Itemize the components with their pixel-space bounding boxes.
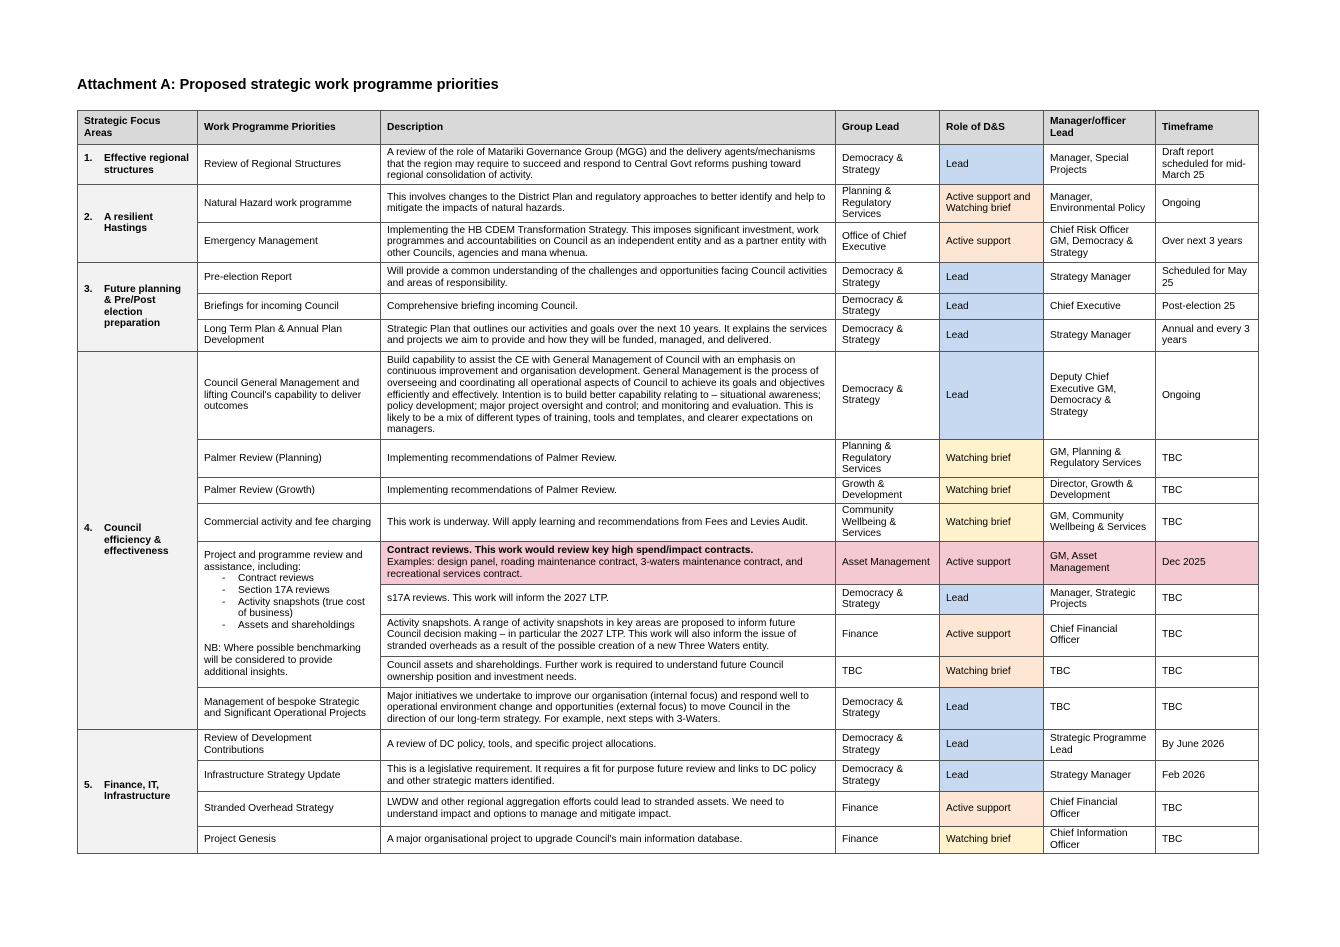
manager-cell: Chief Financial Officer: [1044, 614, 1156, 656]
priority-cell: Review of Regional Structures: [198, 145, 381, 185]
priority-cell: Natural Hazard work programme: [198, 185, 381, 223]
timeframe-cell: Annual and every 3 years: [1156, 319, 1259, 351]
role-cell: Lead: [940, 145, 1044, 185]
table-row: [78, 439, 1259, 477]
priority-cell: Long Term Plan & Annual Plan Development: [198, 319, 381, 351]
description-cell: This is a legislative requirement. It requires a fit for purpose future review and links to DC policy and other strategic matters identified.: [381, 760, 836, 791]
timeframe-cell: TBC: [1156, 503, 1259, 541]
focus-area: 4. Council efficiency & effectiveness: [78, 351, 198, 729]
timeframe-cell: TBC: [1156, 826, 1259, 853]
timeframe-cell: TBC: [1156, 584, 1259, 614]
description-cell: Major initiatives we undertake to improve our organisation (internal focus) and respond well to operational environment change and opportunities (external focus) to move Council in the direction of our long-term strategy. For example, next steps with 3-Waters.: [381, 687, 836, 729]
table-row: [78, 503, 1259, 541]
role-cell: Watching brief: [940, 826, 1044, 853]
manager-cell: TBC: [1044, 656, 1156, 687]
group-lead-cell: Planning & Regulatory Services: [836, 439, 940, 477]
table-row: [78, 185, 1259, 223]
description-cell: Activity snapshots. A range of activity snapshots in key areas are proposed to inform future Council decision making – in particular the 2027 LTP. This work will also inform the issue of stranded overheads as a result of the possible creation of a new Three Waters entity.: [381, 614, 836, 656]
table-row: [78, 319, 1259, 351]
description-cell: This involves changes to the District Plan and regulatory approaches to better identify and help to mitigate the impacts of natural hazards.: [381, 185, 836, 223]
table-row: [78, 477, 1259, 503]
role-cell: Active support and Watching brief: [940, 185, 1044, 223]
timeframe-cell: Draft report scheduled for mid-March 25: [1156, 145, 1259, 185]
group-lead-cell: Democracy & Strategy: [836, 760, 940, 791]
role-cell: Active support: [940, 541, 1044, 584]
priority-cell: Stranded Overhead Strategy: [198, 791, 381, 826]
manager-cell: Deputy Chief Executive GM, Democracy & Strategy: [1044, 351, 1156, 439]
header-priority: Work Programme Priorities: [198, 111, 381, 145]
project-review-list: [204, 573, 374, 631]
role-cell: Lead: [940, 584, 1044, 614]
description-cell: Implementing the HB CDEM Transformation Strategy. This imposes significant investment, work programmes and accountabilities on Council as an independent entity and as a partner entity with other Councils, agencies and mana whenua.: [381, 222, 836, 262]
description-cell: Comprehensive briefing incoming Council.: [381, 293, 836, 319]
header-manager: Manager/officer Lead: [1044, 111, 1156, 145]
group-lead-cell: Democracy & Strategy: [836, 262, 940, 293]
group-lead-cell: Democracy & Strategy: [836, 584, 940, 614]
table-row: [78, 262, 1259, 293]
description-cell: This work is underway. Will apply learning and recommendations from Fees and Levies Audit.: [381, 503, 836, 541]
timeframe-cell: Ongoing: [1156, 185, 1259, 223]
table-row: [78, 760, 1259, 791]
manager-cell: Chief Information Officer: [1044, 826, 1156, 853]
description-cell: A review of the role of Matariki Governance Group (MGG) and the delivery agents/mechanisms that the region may require to succeed and respond to Central Govt reforms pushing toward regional consolidation of activity.: [381, 145, 836, 185]
role-cell: Active support: [940, 791, 1044, 826]
manager-cell: Chief Risk Officer GM, Democracy & Strategy: [1044, 222, 1156, 262]
focus-area: 2. A resilient Hastings: [78, 185, 198, 263]
role-cell: Lead: [940, 262, 1044, 293]
focus-area: 3. Future planning & Pre/Post election preparation: [78, 262, 198, 351]
description-cell: LWDW and other regional aggregation efforts could lead to stranded assets. We need to understand impact and options to manage and mitigate impact.: [381, 791, 836, 826]
role-cell: Watching brief: [940, 439, 1044, 477]
role-cell: Watching brief: [940, 656, 1044, 687]
group-lead-cell: Democracy & Strategy: [836, 293, 940, 319]
priority-cell: Emergency Management: [198, 222, 381, 262]
header-role: Role of D&S: [940, 111, 1044, 145]
priority-cell: Council General Management and lifting Council's capability to deliver outcomes: [198, 351, 381, 439]
priority-cell: [198, 541, 381, 687]
timeframe-cell: Post-election 25: [1156, 293, 1259, 319]
list-item: - Section 17A reviews: [238, 585, 374, 597]
list-item: - Assets and shareholdings: [238, 620, 374, 632]
priority-cell: Commercial activity and fee charging: [198, 503, 381, 541]
description-cell: Build capability to assist the CE with General Management of Council with an emphasis on continuous improvement and organisation development. General Management is the process of overseeing and coordinating all operational aspects of Council to achieve its goals and objectives efficiently and effectively. Intention is to build better capability relating to – situational awareness; policy development; major project oversight and control; and monitoring and evaluation. This is likely to be a mix of different types of training, tools and templates, and clearer expectations on managers.: [381, 351, 836, 439]
group-lead-cell: Finance: [836, 791, 940, 826]
description-cell: Implementing recommendations of Palmer Review.: [381, 439, 836, 477]
focus-area: 5. Finance, IT, Infrastructure: [78, 729, 198, 853]
priority-cell: Management of bespoke Strategic and Significant Operational Projects: [198, 687, 381, 729]
group-lead-cell: Asset Management: [836, 541, 940, 584]
timeframe-cell: Ongoing: [1156, 351, 1259, 439]
role-cell: Lead: [940, 729, 1044, 760]
role-cell: Watching brief: [940, 477, 1044, 503]
timeframe-cell: TBC: [1156, 656, 1259, 687]
table-row: [78, 826, 1259, 853]
group-lead-cell: Office of Chief Executive: [836, 222, 940, 262]
priority-cell: Project Genesis: [198, 826, 381, 853]
manager-cell: TBC: [1044, 687, 1156, 729]
list-item: - Activity snapshots (true cost of business): [238, 597, 374, 620]
table-row: [78, 293, 1259, 319]
manager-cell: GM, Asset Management: [1044, 541, 1156, 584]
timeframe-cell: TBC: [1156, 614, 1259, 656]
description-cell: Will provide a common understanding of the challenges and opportunities facing Council activities and areas of responsibility.: [381, 262, 836, 293]
role-cell: Active support: [940, 222, 1044, 262]
role-cell: Watching brief: [940, 503, 1044, 541]
timeframe-cell: Over next 3 years: [1156, 222, 1259, 262]
manager-cell: Chief Financial Officer: [1044, 791, 1156, 826]
description-cell: A review of DC policy, tools, and specific project allocations.: [381, 729, 836, 760]
role-cell: Lead: [940, 351, 1044, 439]
role-cell: Lead: [940, 760, 1044, 791]
table-row: [78, 729, 1259, 760]
group-lead-cell: TBC: [836, 656, 940, 687]
group-lead-cell: Growth & Development: [836, 477, 940, 503]
manager-cell: Manager, Special Projects: [1044, 145, 1156, 185]
header-group-lead: Group Lead: [836, 111, 940, 145]
timeframe-cell: TBC: [1156, 477, 1259, 503]
list-item: - Contract reviews: [238, 573, 374, 585]
group-lead-cell: Planning & Regulatory Services: [836, 185, 940, 223]
focus-area: 1. Effective regional structures: [78, 145, 198, 185]
priority-cell: Palmer Review (Growth): [198, 477, 381, 503]
timeframe-cell: TBC: [1156, 439, 1259, 477]
header-description: Description: [381, 111, 836, 145]
description-cell: A major organisational project to upgrade Council's main information database.: [381, 826, 836, 853]
group-lead-cell: Democracy & Strategy: [836, 687, 940, 729]
table-row: [78, 541, 1259, 584]
group-lead-cell: Democracy & Strategy: [836, 729, 940, 760]
description-cell: Council assets and shareholdings. Further work is required to understand future Council ownership position and investment needs.: [381, 656, 836, 687]
priority-cell: Infrastructure Strategy Update: [198, 760, 381, 791]
priorities-table: [77, 110, 1259, 854]
timeframe-cell: Scheduled for May 25: [1156, 262, 1259, 293]
table-row: [78, 351, 1259, 439]
priority-cell: Review of Development Contributions: [198, 729, 381, 760]
manager-cell: Strategic Programme Lead: [1044, 729, 1156, 760]
description-cell: Strategic Plan that outlines our activities and goals over the next 10 years. It explains the services and projects we aim to provide and how they will be funded, managed, and delivered.: [381, 319, 836, 351]
header-timeframe: Timeframe: [1156, 111, 1259, 145]
page-title: Attachment A: Proposed strategic work programme priorities: [77, 77, 499, 93]
timeframe-cell: Dec 2025: [1156, 541, 1259, 584]
project-review-note: NB: Where possible benchmarking will be considered to provide additional insights.: [204, 643, 361, 678]
description-cell: Implementing recommendations of Palmer Review.: [381, 477, 836, 503]
manager-cell: Director, Growth & Development: [1044, 477, 1156, 503]
table-header-row: [78, 111, 1259, 145]
priority-cell: Briefings for incoming Council: [198, 293, 381, 319]
manager-cell: Manager, Strategic Projects: [1044, 584, 1156, 614]
description-cell: Contract reviews. This work would review key high spend/impact contracts. Examples: design panel, roading maintenance contract, 3-waters maintenance contract, and recreational services contract.: [381, 541, 836, 584]
timeframe-cell: Feb 2026: [1156, 760, 1259, 791]
group-lead-cell: Finance: [836, 826, 940, 853]
manager-cell: GM, Planning & Regulatory Services: [1044, 439, 1156, 477]
table-row: [78, 791, 1259, 826]
role-cell: Lead: [940, 319, 1044, 351]
manager-cell: GM, Community Wellbeing & Services: [1044, 503, 1156, 541]
header-area: Strategic Focus Areas: [78, 111, 198, 145]
manager-cell: Strategy Manager: [1044, 760, 1156, 791]
group-lead-cell: Community Wellbeing & Services: [836, 503, 940, 541]
manager-cell: Strategy Manager: [1044, 319, 1156, 351]
priority-cell: Pre-election Report: [198, 262, 381, 293]
table-row: [78, 222, 1259, 262]
group-lead-cell: Democracy & Strategy: [836, 351, 940, 439]
table-row: [78, 145, 1259, 185]
group-lead-cell: Democracy & Strategy: [836, 145, 940, 185]
description-cell: s17A reviews. This work will inform the 2027 LTP.: [381, 584, 836, 614]
manager-cell: Strategy Manager: [1044, 262, 1156, 293]
timeframe-cell: TBC: [1156, 791, 1259, 826]
priority-cell: Palmer Review (Planning): [198, 439, 381, 477]
project-review-intro: Project and programme review and assistance, including:: [204, 550, 363, 573]
table-row: [78, 687, 1259, 729]
role-cell: Lead: [940, 293, 1044, 319]
group-lead-cell: Finance: [836, 614, 940, 656]
role-cell: Lead: [940, 687, 1044, 729]
timeframe-cell: TBC: [1156, 687, 1259, 729]
manager-cell: Manager, Environmental Policy: [1044, 185, 1156, 223]
timeframe-cell: By June 2026: [1156, 729, 1259, 760]
role-cell: Active support: [940, 614, 1044, 656]
manager-cell: Chief Executive: [1044, 293, 1156, 319]
group-lead-cell: Democracy & Strategy: [836, 319, 940, 351]
